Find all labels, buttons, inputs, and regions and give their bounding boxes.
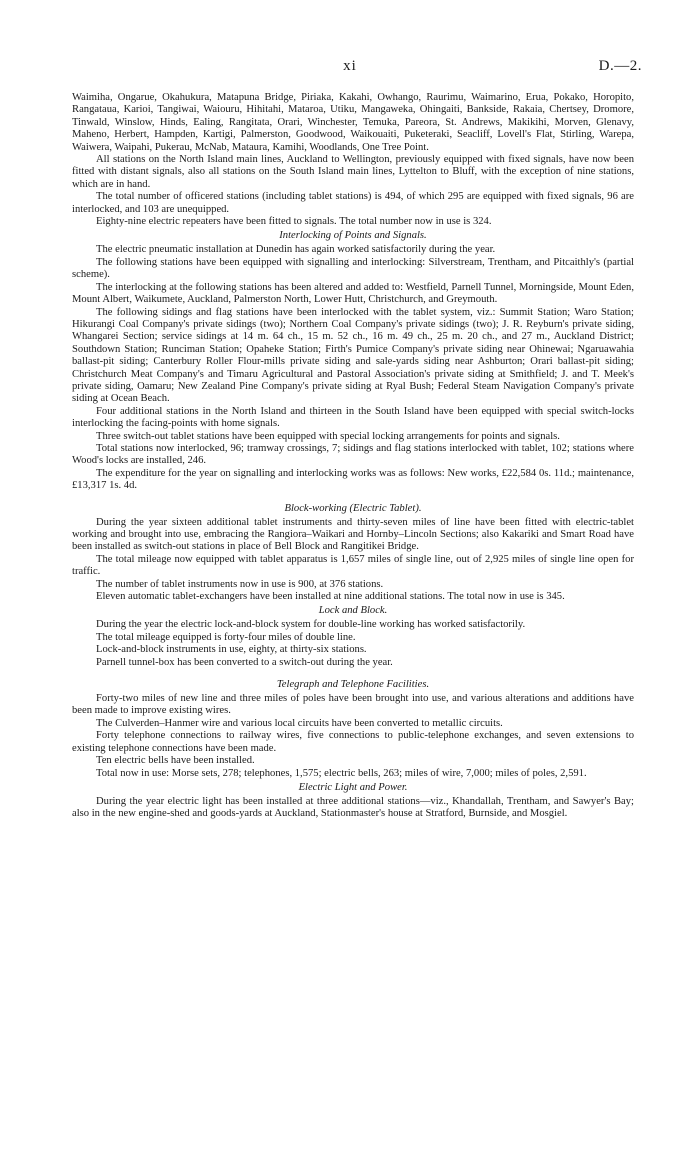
paragraph: Total now in use: Morse sets, 278; telephones, 1,575; electric bells, 263; miles of wire, 7,000; miles of poles, 2,591. [96,767,587,779]
paragraph: The following sidings and flag stations have been interlocked with the tablet system, viz.: Summit Station; Waro Station; Hikurangi Coal Company's private sidings (two); Northern Coal Company's private sidings (two); J. R. Reyburn's private siding, Whangarei Section; service sidings at 14 m. 64 ch., 15 m. 52 ch., 16 m. 49 ch., 25 m. 20 ch., and 27 m., Auckland District; Southdown Station; Runciman Station; Opaheke Station; Firth's Pumice Company's private siding near Ohinewai; Ngaruawahia ballast-pit siding; Canterbury Roller Flour-mills private siding and sale-yards siding near Ashburton; Orari ballast-pit siding; Christchurch Meat Company's and Timaru Agricultural and Pastoral Association's private siding at Smithfield; J. and T. Meek's private siding, Oamaru; New Zealand Pine Company's private siding at Ryal Bush; Federal Steam Navigation Company's private siding at Ocean Beach. [72,306,634,405]
station-list-paragraph: Waimiha, Ongarue, Okahukura, Matapuna Bridge, Piriaka, Kakahi, Owhango, Raurimu, Waimarino, Erua, Pokako, Horopito, Rangataua, Karioi, Tangiwai, Waiouru, Hihitahi, Mataroa, Utiku, Mangaweka, Ohingaiti, Bankside, Rakaia, Chertsey, Dromore, Tinwald, Winslow, Hinds, Ealing, Rangitata, Orari, Winchester, Temuka, Pareora, St. Andrews, Makikihi, Morven, Glenavy, Maheno, Herbert, Hampden, Kartigi, Palmerston, Goodwood, Waikouaiti, Puketeraki, Seacliff, Lovell's Flat, Stirling, Warepa, Waiwera, Waipahi, Pukerau, McNab, Mataura, Kamihi, Woodlands, One Tree Point. [72,92,634,153]
paragraph: Forty telephone connections to railway wires, five connections to public-telephone exchanges, and seven extensions to existing telephone connections have been made. [72,730,634,754]
paragraph: Ten electric bells have been installed. [96,755,255,767]
paragraph: Parnell tunnel-box has been converted to a switch-out during the year. [96,656,393,668]
paragraph: The total mileage equipped is forty-four miles of double line. [96,631,356,643]
officered-stations-paragraph: The total number of officered stations (including tablet stations) is 494, of which 295 are equipped with fixed signals, 96 are interlocked, and 103 are unequipped. [72,191,634,215]
section-heading-electric-light: Electric Light and Power. [298,781,408,793]
paragraph: Eleven automatic tablet-exchangers have been installed at nine additional stations. The total now in use is 345. [96,591,565,603]
section-heading-lock-and-block: Lock and Block. [318,605,388,617]
paragraph: The number of tablet instruments now in use is 900, at 376 stations. [96,578,384,590]
section-heading-interlocking: Interlocking of Points and Signals. [279,230,427,242]
section-heading-telegraph: Telegraph and Telephone Facilities. [276,679,430,691]
paragraph: Four additional stations in the North Island and thirteen in the South Island have been equipped with special switch-locks interlocking the facing-points with home signals. [72,405,634,430]
paragraph: Total stations now interlocked, 96; tramway crossings, 7; sidings and flag stations interlocked with tablet, 102; stations where Wood's locks are installed, 246. [72,442,634,467]
paragraph: The Culverden–Hanmer wire and various local circuits have been converted to metallic circuits. [96,717,503,729]
section-heading-block-working: Block-working (Electric Tablet). [284,502,422,514]
paragraph: During the year sixteen additional tablet instruments and thirty-seven miles of line have been fitted with electric-tablet working and brought into use, embracing the Rangiora–Waikari and Hornby–Lincoln Sections; also Kakariki and Smart Road have been installed as switch-out stations in place of Bell Block and Rangitikei Bridge. [72,516,634,553]
paragraph: The total mileage now equipped with tablet apparatus is 1,657 miles of single line, out of 2,925 miles of single line open for traffic. [72,553,634,578]
page-content [72,92,634,821]
paragraph: During the year the electric lock-and-block system for double-line working has worked satisfactorily. [96,619,526,631]
paragraph: During the year electric light has been installed at three additional stations—viz., Khandallah, Trentham, and Sawyer's Bay; also in the new engine-shed and goods-yards at Auckland, Stationmaster's house at Stratford, Burnside, and Mosgiel. [72,795,634,820]
page-number: xi [343,58,357,74]
document-reference: D.—2. [598,58,642,74]
page-header [0,58,700,80]
paragraph: The electric pneumatic installation at Dunedin has again worked satisfactorily during the year. [96,244,496,256]
paragraph: Three switch-out tablet stations have been equipped with special locking arrangements for points and signals. [96,430,560,442]
paragraph: The following stations have been equipped with signalling and interlocking: Silverstream, Trentham, and Pitcaithly's (partial scheme). [72,256,634,281]
paragraph: Lock-and-block instruments in use, eighty, at thirty-six stations. [96,644,367,656]
paragraph: Forty-two miles of new line and three miles of poles have been brought into use, and various alterations and additions have been made to improve existing wires. [72,693,634,717]
electric-repeaters-paragraph: Eighty-nine electric repeaters have been fitted to signals. The total number now in use is 324. [96,216,492,228]
expenditure-paragraph: The expenditure for the year on signalling and interlocking works was as follows: New works, £22,584 0s. 11d.; maintenance, £13,317 1s. 4d. [72,467,634,492]
distant-signals-paragraph: All stations on the North Island main lines, Auckland to Wellington, previously equipped with fixed signals, have now been fitted with distant signals, also all stations on the South Island main lines, Lyttelton to Bluff, with the exception of nine stations, which are in hand. [72,154,634,190]
paragraph: The interlocking at the following stations has been altered and added to: Westfield, Parnell Tunnel, Morningside, Mount Eden, Mount Albert, Waikumete, Auckland, Palmerston North, Lower Hutt, Christchurch, and Greymouth. [72,281,634,306]
